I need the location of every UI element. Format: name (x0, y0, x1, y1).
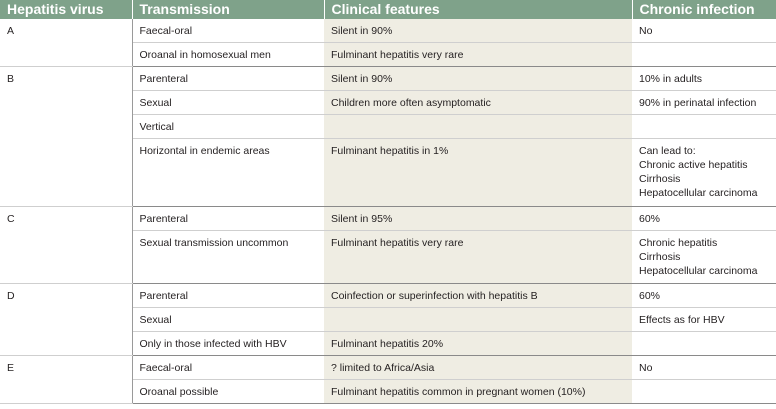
header-row (0, 0, 776, 19)
table-row (0, 67, 776, 91)
chronic-infection-cell (632, 19, 776, 43)
transmission-cell: Sexual transmission uncommon (132, 231, 324, 284)
transmission-cell: Vertical (132, 115, 324, 139)
transmission-cell: Oroanal possible (132, 380, 324, 404)
clinical-features-cell: Silent in 95% (324, 207, 632, 231)
chronic-infection-line: Hepatocellular carcinoma (639, 187, 758, 199)
clinical-features-cell (324, 115, 632, 139)
table-row (0, 356, 776, 380)
chronic-infection-cell (632, 308, 776, 332)
chronic-infection-cell (632, 332, 776, 356)
clinical-features-cell: Fulminant hepatitis very rare (324, 231, 632, 284)
header-chronic-infection: Chronic infection (632, 0, 776, 19)
header-transmission: Transmission (132, 0, 324, 19)
virus-cell: E (0, 356, 132, 404)
virus-cell: A (0, 19, 132, 67)
chronic-infection-cell (632, 139, 776, 207)
chronic-infection-line: 90% in perinatal infection (639, 97, 757, 109)
chronic-infection-line: Effects as for HBV (639, 314, 725, 326)
virus-cell: C (0, 207, 132, 284)
transmission-cell: Only in those infected with HBV (132, 332, 324, 356)
virus-cell: B (0, 67, 132, 207)
chronic-infection-cell (632, 356, 776, 380)
table-header (0, 0, 776, 19)
clinical-features-cell: Silent in 90% (324, 67, 632, 91)
table-row (0, 19, 776, 43)
header-clinical-features: Clinical features (324, 0, 632, 19)
chronic-infection-line: Chronic hepatitis (639, 237, 718, 249)
chronic-infection-cell (632, 115, 776, 139)
table-body (0, 19, 776, 404)
chronic-infection-cell (632, 380, 776, 404)
transmission-cell: Horizontal in endemic areas (132, 139, 324, 207)
chronic-infection-line: Chronic active hepatitis (639, 159, 748, 171)
chronic-infection-line: 10% in adults (639, 73, 703, 85)
chronic-infection-cell (632, 284, 776, 308)
clinical-features-cell: Fulminant hepatitis 20% (324, 332, 632, 356)
clinical-features-cell: Children more often asymptomatic (324, 91, 632, 115)
chronic-infection-line: 60% (639, 290, 661, 302)
transmission-cell: Oroanal in homosexual men (132, 43, 324, 67)
clinical-features-cell (324, 308, 632, 332)
chronic-infection-line: Hepatocellular carcinoma (639, 265, 758, 277)
transmission-cell: Sexual (132, 91, 324, 115)
virus-cell: D (0, 284, 132, 356)
chronic-infection-cell (632, 43, 776, 67)
transmission-cell: Parenteral (132, 284, 324, 308)
chronic-infection-cell (632, 91, 776, 115)
chronic-infection-cell (632, 231, 776, 284)
chronic-infection-cell (632, 67, 776, 91)
chronic-infection-line: No (639, 362, 653, 374)
transmission-cell: Parenteral (132, 207, 324, 231)
transmission-cell: Parenteral (132, 67, 324, 91)
chronic-infection-line: No (639, 25, 653, 37)
chronic-infection-line: Cirrhosis (639, 173, 681, 185)
chronic-infection-cell (632, 207, 776, 231)
clinical-features-cell: Fulminant hepatitis very rare (324, 43, 632, 67)
chronic-infection-line: 60% (639, 213, 661, 225)
clinical-features-cell: Fulminant hepatitis in 1% (324, 139, 632, 207)
clinical-features-cell: Coinfection or superinfection with hepatitis B (324, 284, 632, 308)
clinical-features-cell: Silent in 90% (324, 19, 632, 43)
chronic-infection-line: Cirrhosis (639, 251, 681, 263)
table-row (0, 284, 776, 308)
table-row (0, 207, 776, 231)
transmission-cell: Faecal-oral (132, 356, 324, 380)
clinical-features-cell: Fulminant hepatitis common in pregnant women (10%) (324, 380, 632, 404)
transmission-cell: Faecal-oral (132, 19, 324, 43)
transmission-cell: Sexual (132, 308, 324, 332)
header-hepatitis-virus: Hepatitis virus (0, 0, 132, 19)
chronic-infection-line: Can lead to: (639, 145, 696, 157)
clinical-features-cell: ? limited to Africa/Asia (324, 356, 632, 380)
